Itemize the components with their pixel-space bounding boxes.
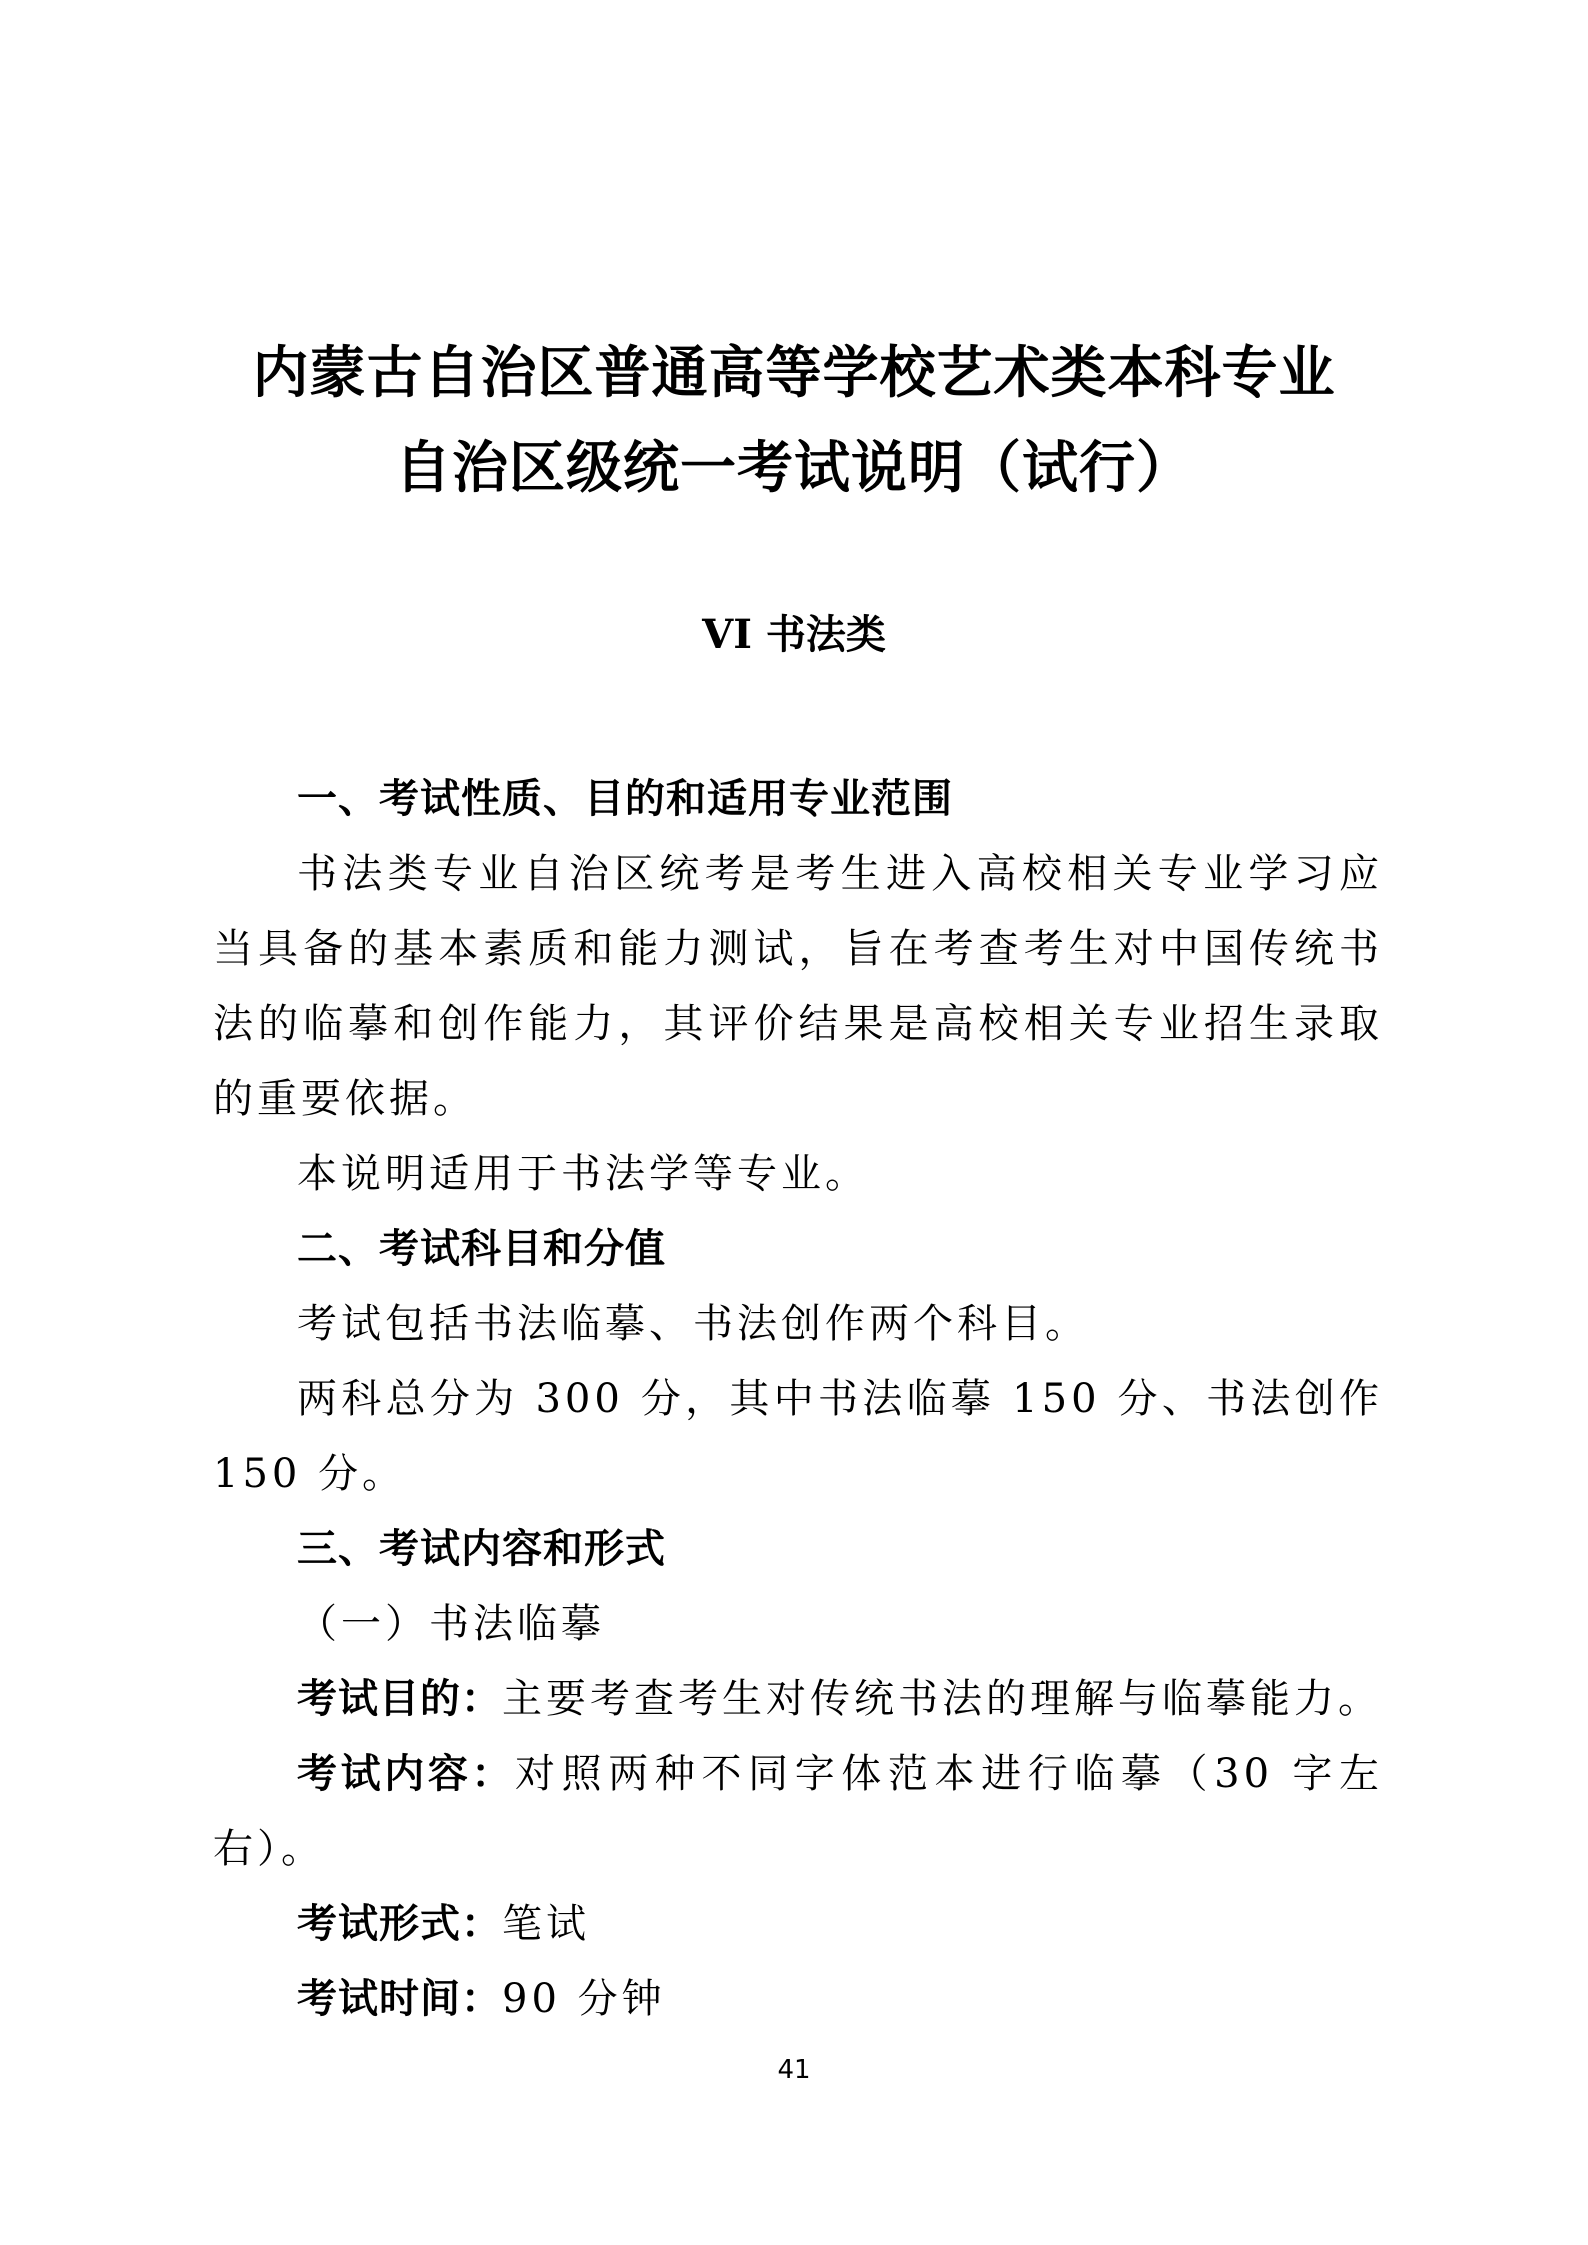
exam-form-line bbox=[213, 1887, 1383, 1962]
exam-purpose-label: 考试目的： bbox=[297, 1676, 502, 1722]
exam-content-label: 考试内容： bbox=[297, 1751, 516, 1797]
heading-exam-nature: 一、考试性质、目的和适用专业范围 bbox=[297, 776, 953, 822]
exam-content-value: 对照两种不同字体范本进行临摹（30 字左右）。 bbox=[213, 1751, 1383, 1872]
document-body bbox=[213, 762, 1383, 2037]
paragraph-subjects: 考试包括书法临摹、书法创作两个科目。 bbox=[297, 1301, 1089, 1347]
exam-time-label: 考试时间： bbox=[297, 1976, 502, 2022]
exam-purpose-value: 主要考查考生对传统书法的理解与临摹能力。 bbox=[502, 1676, 1382, 1722]
heading-content-format: 三、考试内容和形式 bbox=[297, 1526, 666, 1572]
heading-subjects-scores: 二、考试科目和分值 bbox=[297, 1226, 666, 1272]
exam-purpose-line bbox=[213, 1662, 1383, 1737]
paragraph-exam-nature: 书法类专业自治区统考是考生进入高校相关专业学习应当具备的基本素质和能力测试，旨在考查考生对中国传统书法的临摹和创作能力，其评价结果是高校相关专业招生录取的重要依据。 bbox=[213, 851, 1383, 1122]
exam-form-value: 笔试 bbox=[502, 1901, 590, 1947]
paragraph-applicable-majors: 本说明适用于书法学等专业。 bbox=[297, 1151, 869, 1197]
paragraph-scores: 两科总分为 300 分，其中书法临摹 150 分、书法创作 150 分。 bbox=[213, 1376, 1383, 1497]
exam-time-value: 90 分钟 bbox=[502, 1976, 666, 2022]
section-title: VI 书法类 bbox=[702, 611, 886, 658]
exam-time-line bbox=[213, 1962, 1383, 2037]
document-title-line1: 内蒙古自治区普通高等学校艺术类本科专业 bbox=[252, 340, 1336, 406]
exam-form-label: 考试形式： bbox=[297, 1901, 502, 1947]
subheading-calligraphy-copying: （一）书法临摹 bbox=[297, 1601, 605, 1647]
document-title-line2: 自治区级统一考试说明（试行） bbox=[395, 435, 1193, 501]
page-number: 41 bbox=[777, 2055, 811, 2085]
exam-content-line bbox=[213, 1737, 1383, 1887]
